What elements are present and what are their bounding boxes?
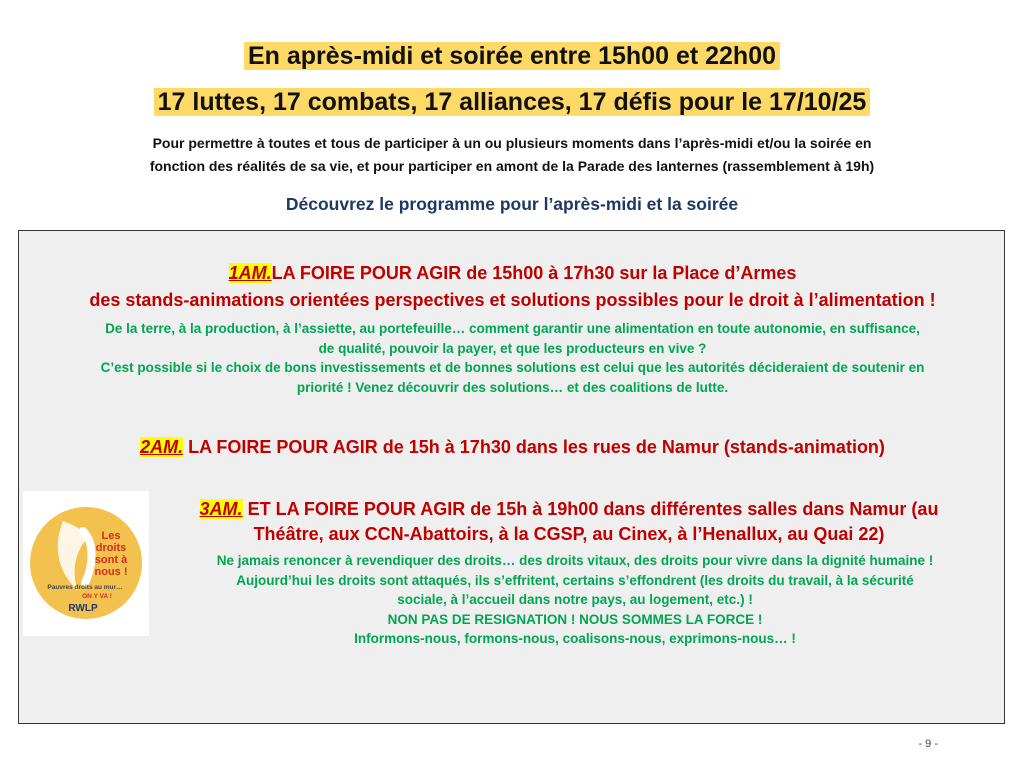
section1-tag: 1AM. <box>228 263 272 283</box>
title-line-2: 17 luttes, 17 combats, 17 alliances, 17 défis pour le 17/10/25 <box>0 88 1024 117</box>
section3-tag: 3AM. <box>199 499 243 519</box>
section1-subtitle: des stands-animations orientées perspectives et solutions possibles pour le droit à l’alimentation ! <box>89 290 936 310</box>
section3-body-line: Ne jamais renoncer à revendiquer des droits… des droits vitaux, des droits pour vivre dans la dignité humaine ! <box>216 553 934 568</box>
droits-logo-image <box>23 491 149 636</box>
page-number: - 9 - <box>918 738 938 750</box>
svg-text:nous !: nous ! <box>94 566 128 578</box>
section1-body-line: C’est possible si le choix de bons investissements et de bonnes solutions est celui que les autorités décideraient de soutenir en <box>100 360 925 375</box>
discover-heading: Découvrez le programme pour l’après-midi et la soirée <box>285 194 739 214</box>
svg-text:Les: Les <box>101 530 121 542</box>
intro-line-1: Pour permettre à toutes et tous de participer à un ou plusieurs moments dans l’après-midi et/ou la soirée en <box>152 135 872 151</box>
section3-body-line: Informons-nous, formons-nous, coalisons-nous, exprimons-nous… ! <box>354 631 796 646</box>
section2-tag: 2AM. <box>140 437 184 457</box>
intro-line-2: fonction des réalités de sa vie, et pour participer en amont de la Parade des lanternes (rassemblement à 19h) <box>149 158 875 174</box>
section1-body <box>19 319 1006 397</box>
svg-text:RWLP: RWLP <box>68 603 98 614</box>
section1-title: 1AM.LA FOIRE POUR AGIR de 15h00 à 17h30 sur la Place d’Armes <box>228 263 797 283</box>
section3-body <box>159 551 991 649</box>
section1-body-line: priorité ! Venez découvrir des solutions… et des coalitions de lutte. <box>296 379 729 395</box>
section3-body-line: Aujourd’hui les droits sont attaqués, ils s’effritent, certains s’effondrent (les droits du travail, à la sécurité <box>236 572 914 588</box>
intro-paragraph <box>60 132 964 178</box>
svg-text:sont à: sont à <box>94 554 128 566</box>
droits-logo <box>23 491 149 636</box>
program-box <box>18 230 1005 724</box>
svg-text:ON Y VA !: ON Y VA ! <box>82 593 112 600</box>
svg-text:Pauvres droits au mur…: Pauvres droits au mur… <box>47 584 123 591</box>
section3-body-line: NON PAS DE RESIGNATION ! NOUS SOMMES LA FORCE ! <box>387 611 763 627</box>
section3-body-line: sociale, à l’accueil dans notre pays, au logement, etc.) ! <box>397 592 753 607</box>
section1-body-line: de qualité, pouvoir la payer, et que les producteurs en vive ? <box>318 340 707 356</box>
section1-body-line: De la terre, à la production, à l’assiette, au portefeuille… comment garantir une alimentation en toute autonomie, en suffisance, <box>105 321 920 336</box>
section3-title: 3AM. ET LA FOIRE POUR AGIR de 15h à 19h00 dans différentes salles dans Namur (au Théâtre, aux CCN-Abattoirs, à la CGSP, au Cinex, à l’Henallux, au Quai 22) <box>199 499 939 544</box>
title-line-1: En après-midi et soirée entre 15h00 et 22h00 <box>0 42 1024 71</box>
section2-title: 2AM. LA FOIRE POUR AGIR de 15h à 17h30 dans les rues de Namur (stands-animation) <box>140 437 885 457</box>
svg-text:droits: droits <box>95 542 127 554</box>
